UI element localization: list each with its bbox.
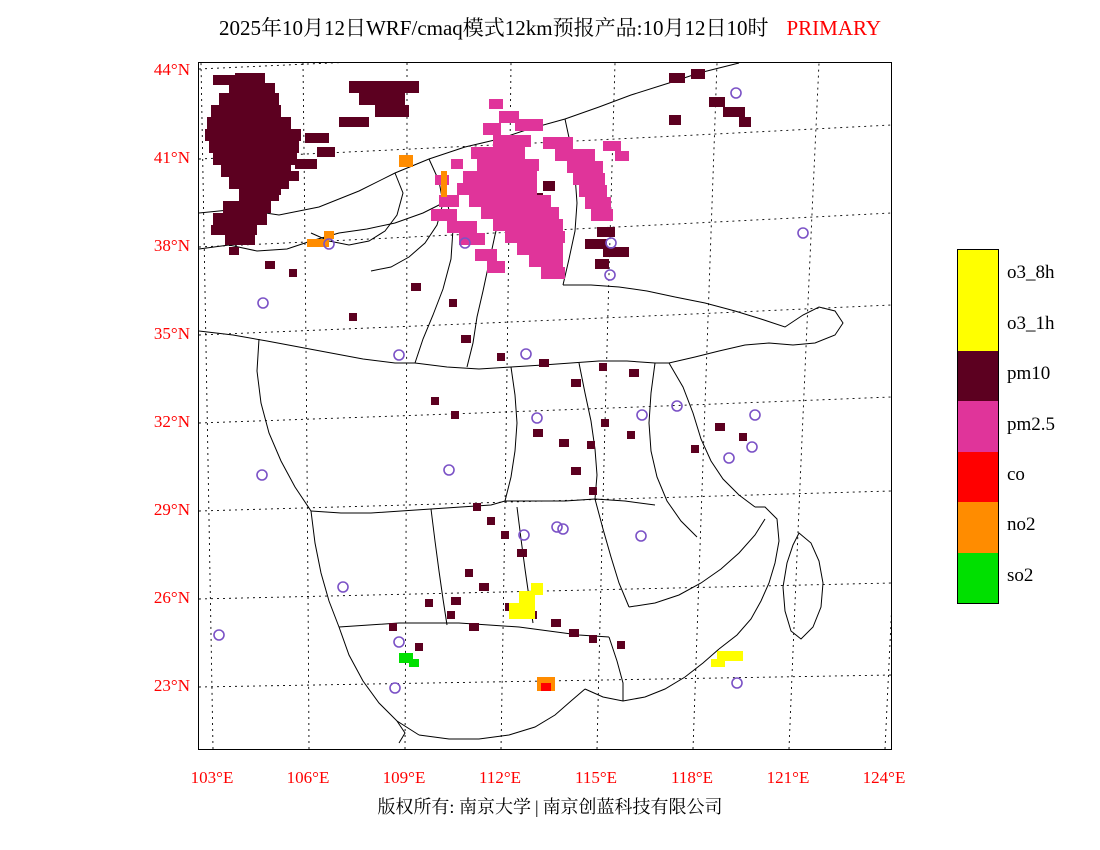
lat-label-32n: 32°N <box>153 412 190 431</box>
lon-label-124e: 124°E <box>862 768 906 787</box>
map-graphics <box>199 63 891 749</box>
lon-label-103e: 103°E <box>190 768 234 787</box>
lat-label-26n: 26°N <box>153 588 190 607</box>
co-cells <box>541 683 551 691</box>
so2-cells <box>399 653 419 667</box>
pm25-cells <box>431 99 629 279</box>
legend-label-co: co <box>1007 463 1025 485</box>
legend-swatch-pm10 <box>958 351 998 401</box>
primary-label: PRIMARY <box>786 16 882 40</box>
footer-copyright: 版权所有: 南京大学 <box>377 797 531 817</box>
legend <box>957 249 1087 604</box>
legend-label-no2: no2 <box>1007 514 1036 536</box>
footer-company: 南京创蓝科技有限公司 <box>542 797 723 817</box>
legend-swatch-o31h <box>958 300 998 350</box>
footer-separator: | <box>534 797 539 817</box>
legend-swatch-no2 <box>958 502 998 552</box>
legend-color-bar <box>957 249 999 604</box>
legend-swatch-o38h <box>958 250 998 300</box>
lat-label-29n: 29°N <box>153 500 190 519</box>
lon-label-118e: 118°E <box>670 768 714 787</box>
lon-label-121e: 121°E <box>766 768 810 787</box>
lon-label-106e: 106°E <box>286 768 330 787</box>
legend-label-pm10: pm10 <box>1007 363 1051 385</box>
legend-label-list <box>1007 249 1087 604</box>
lat-label-38n: 38°N <box>153 236 190 255</box>
legend-label-o38h: o3_8h <box>1007 262 1055 284</box>
map-canvas[interactable] <box>198 62 892 750</box>
lat-label-44n: 44°N <box>153 60 190 79</box>
legend-label-o31h: o3_1h <box>1007 312 1055 334</box>
legend-swatch-co <box>958 452 998 502</box>
lat-label-41n: 41°N <box>153 148 190 167</box>
footer-credit <box>0 793 1100 819</box>
legend-label-so2: so2 <box>1007 564 1034 586</box>
page-title: 2025年10月12日WRF/cmaq模式12km预报产品:10月12日10时 <box>218 16 769 40</box>
lat-label-35n: 35°N <box>153 324 190 343</box>
lon-label-112e: 112°E <box>478 768 522 787</box>
lon-label-109e: 109°E <box>382 768 426 787</box>
legend-label-pm25: pm2.5 <box>1007 413 1056 435</box>
lon-label-115e: 115°E <box>574 768 618 787</box>
lat-label-23n: 23°N <box>153 676 190 695</box>
legend-swatch-pm25 <box>958 401 998 451</box>
chart-title-row <box>0 12 1100 42</box>
legend-swatch-so2 <box>958 553 998 603</box>
o3-cells <box>509 583 743 667</box>
